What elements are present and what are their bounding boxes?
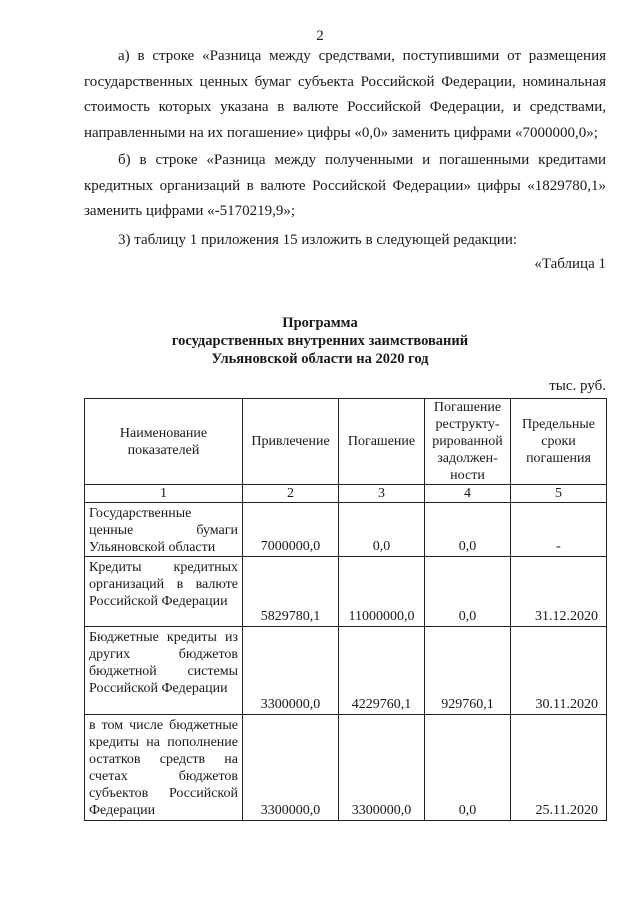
table-row bbox=[85, 557, 607, 627]
heading-line-2: государственных внутренних заимствований bbox=[171, 333, 469, 349]
unit-label: тыс. руб. bbox=[549, 378, 606, 394]
row-repayment: 0,0 bbox=[339, 503, 425, 557]
heading-line-1: Программа bbox=[282, 315, 358, 331]
program-heading bbox=[0, 314, 640, 368]
row-restructured: 0,0 bbox=[425, 715, 511, 821]
column-number: 2 bbox=[243, 485, 339, 503]
heading-line-3: Ульяновской области на 2020 год bbox=[211, 351, 429, 367]
row-name: Государственные ценные бумаги Ульяновской области bbox=[85, 503, 243, 557]
row-restructured: 0,0 bbox=[425, 557, 511, 627]
row-repayment: 3300000,0 bbox=[339, 715, 425, 821]
row-term: 25.11.2020 bbox=[511, 715, 607, 821]
header-attraction: Привлечение bbox=[243, 399, 339, 485]
row-name: Кредиты кредитных организаций в валюте Российской Федерации bbox=[85, 557, 243, 627]
column-number-row bbox=[85, 485, 607, 503]
row-name: Бюджетные кредиты из других бюджетов бюджетной системы Российской Федерации bbox=[85, 627, 243, 715]
row-term: - bbox=[511, 503, 607, 557]
column-number: 1 bbox=[85, 485, 243, 503]
borrowings-table bbox=[84, 398, 607, 821]
table-header-row bbox=[85, 399, 607, 485]
row-repayment: 4229760,1 bbox=[339, 627, 425, 715]
row-term: 31.12.2020 bbox=[511, 557, 607, 627]
table-reference: «Таблица 1 bbox=[534, 256, 606, 272]
header-repayment: Погашение bbox=[339, 399, 425, 485]
row-restructured: 0,0 bbox=[425, 503, 511, 557]
paragraph-3: 3) таблицу 1 приложения 15 изложить в следующей редакции: bbox=[118, 232, 518, 248]
row-term: 30.11.2020 bbox=[511, 627, 607, 715]
row-name: в том числе бюджетные кредиты на пополнение остатков средств на счетах бюджетов субъектов Российской Федерации bbox=[85, 715, 243, 821]
header-indicator-name: Наименование показателей bbox=[85, 399, 243, 485]
table-row bbox=[85, 627, 607, 715]
paragraph-b: б) в строке «Разница между полученными и погашенными кредитами кредитных организаций в валюте Российской Федерации» цифры «1829780,1» заменить цифрами «-5170219,9»; bbox=[84, 152, 606, 219]
row-attraction: 5829780,1 bbox=[243, 557, 339, 627]
column-number: 3 bbox=[339, 485, 425, 503]
paragraph-a: а) в строке «Разница между средствами, поступившими от размещения государственных ценных бумаг субъекта Российской Федерации, номинальная стоимость которых указана в валюте Российской Федерации, и средствами, направленными на их погашение» цифры «0,0» заменить цифрами «7000000,0»; bbox=[84, 48, 606, 141]
column-number: 5 bbox=[511, 485, 607, 503]
page-number: 2 bbox=[316, 28, 324, 44]
row-attraction: 3300000,0 bbox=[243, 715, 339, 821]
row-attraction: 3300000,0 bbox=[243, 627, 339, 715]
column-number: 4 bbox=[425, 485, 511, 503]
header-repayment-terms: Предельные сроки погашения bbox=[511, 399, 607, 485]
table-row bbox=[85, 715, 607, 821]
table-row bbox=[85, 503, 607, 557]
header-restructured-repayment: Погашение реструкту-рированной задолжен-ности bbox=[425, 399, 511, 485]
row-attraction: 7000000,0 bbox=[243, 503, 339, 557]
row-restructured: 929760,1 bbox=[425, 627, 511, 715]
row-repayment: 11000000,0 bbox=[339, 557, 425, 627]
